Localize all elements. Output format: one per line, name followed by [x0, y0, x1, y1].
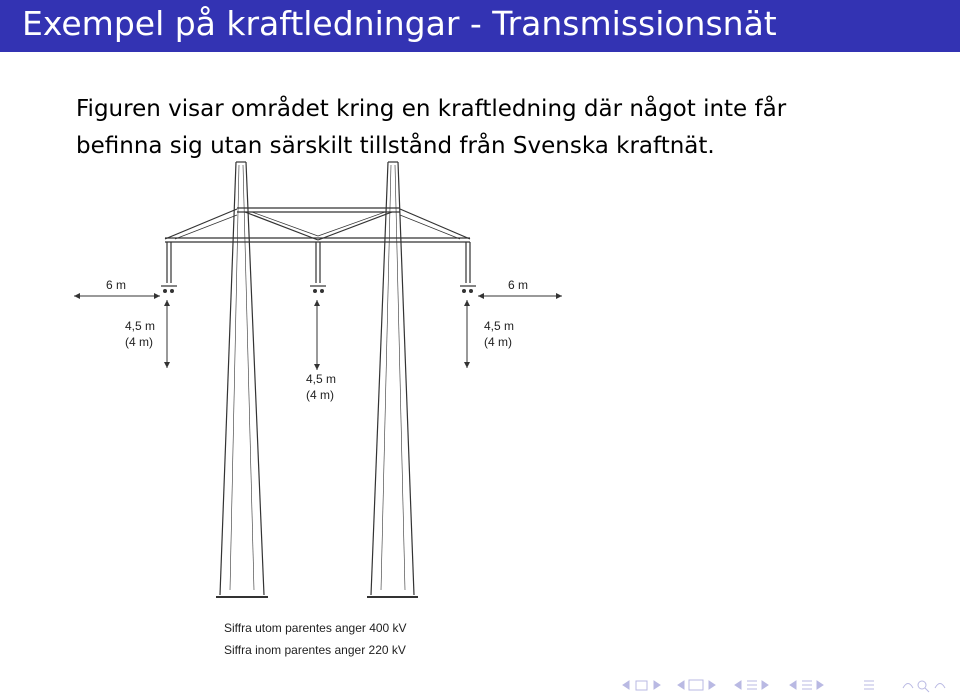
- right-height-label: 4,5 m: [484, 319, 515, 333]
- tower-diagram: [60, 150, 580, 670]
- right-mast-outer-right: [398, 162, 414, 595]
- right-outer-brace: [400, 209, 470, 239]
- right-height-paren-label: (4 m): [484, 335, 512, 349]
- right-outer-brace-inner: [400, 215, 460, 239]
- left-height-label: 4,5 m: [125, 319, 156, 333]
- left-height-arrowhead-a: [164, 300, 170, 306]
- caption-line-2: Siffra inom parentes anger 220 kV: [224, 643, 406, 657]
- nav-prev-section-arrow-icon[interactable]: [678, 681, 684, 689]
- center-brace-right-b: [318, 212, 385, 236]
- left-distance-label: 6 m: [106, 278, 127, 292]
- caption-line-1: Siffra utom parentes anger 400 kV: [224, 621, 407, 635]
- right-distance-arrowhead-b: [556, 293, 562, 299]
- center-brace-left-b: [252, 212, 318, 236]
- nav-next-list-arrow-icon[interactable]: [817, 681, 823, 689]
- right-mast-inner-left: [381, 165, 391, 590]
- transmission-tower-figure: [60, 150, 580, 674]
- right-height-arrowhead-a: [464, 300, 470, 306]
- right-conductor-b: [469, 289, 473, 293]
- center-brace-left-a: [245, 212, 318, 240]
- right-distance-arrowhead-a: [478, 293, 484, 299]
- nav-frame-icon[interactable]: [636, 681, 647, 690]
- nav-subsection-icon[interactable]: [747, 681, 757, 689]
- nav-next-section-arrow-icon[interactable]: [709, 681, 715, 689]
- slide-title-bar: [0, 0, 960, 52]
- right-mast-outer-left: [371, 162, 388, 595]
- left-conductor: [163, 289, 167, 293]
- nav-section-icon[interactable]: [689, 680, 703, 690]
- left-mast-outer-left: [220, 162, 236, 595]
- nav-left-arrow-icon[interactable]: [623, 681, 629, 689]
- nav-list-icon[interactable]: [802, 681, 812, 689]
- left-height-arrowhead-b: [164, 362, 170, 368]
- left-mast-inner-left: [230, 165, 239, 590]
- nav-prev-list-arrow-icon[interactable]: [790, 681, 796, 689]
- dimension-arrows: [74, 296, 562, 370]
- center-brace-right-a: [318, 212, 392, 240]
- nav-next-subsection-arrow-icon[interactable]: [762, 681, 768, 689]
- center-conductor: [313, 289, 317, 293]
- left-outer-brace-inner: [175, 215, 237, 239]
- nav-search-icon[interactable]: [903, 681, 945, 692]
- nav-align-icon[interactable]: [864, 681, 874, 689]
- conductor-markers: [163, 289, 473, 293]
- left-distance-arrowhead-b: [154, 293, 160, 299]
- body-text-line-1: Figuren visar området kring en kraftledning där något inte får: [76, 96, 787, 122]
- right-conductor: [462, 289, 466, 293]
- center-height-paren-label: (4 m): [306, 388, 334, 402]
- beamer-navigation-bar: [620, 674, 960, 696]
- nav-right-arrow-icon[interactable]: [654, 681, 660, 689]
- body-text-line-2: befinna sig utan särskilt tillstånd från Svenska kraftnät.: [76, 133, 715, 159]
- center-height-arrowhead-a: [314, 300, 320, 306]
- right-height-arrowhead-b: [464, 362, 470, 368]
- left-height-paren-label: (4 m): [125, 335, 153, 349]
- slide-title: Exempel på kraftledningar - Transmissionsnät: [22, 4, 777, 43]
- nav-icons-svg: [620, 674, 960, 696]
- center-conductor-b: [320, 289, 324, 293]
- left-conductor-b: [170, 289, 174, 293]
- nav-prev-subsection-arrow-icon[interactable]: [735, 681, 741, 689]
- center-height-label: 4,5 m: [306, 372, 337, 386]
- left-distance-arrowhead-a: [74, 293, 80, 299]
- right-distance-label: 6 m: [508, 278, 529, 292]
- left-outer-brace: [165, 209, 237, 239]
- center-height-arrowhead-b: [314, 364, 320, 370]
